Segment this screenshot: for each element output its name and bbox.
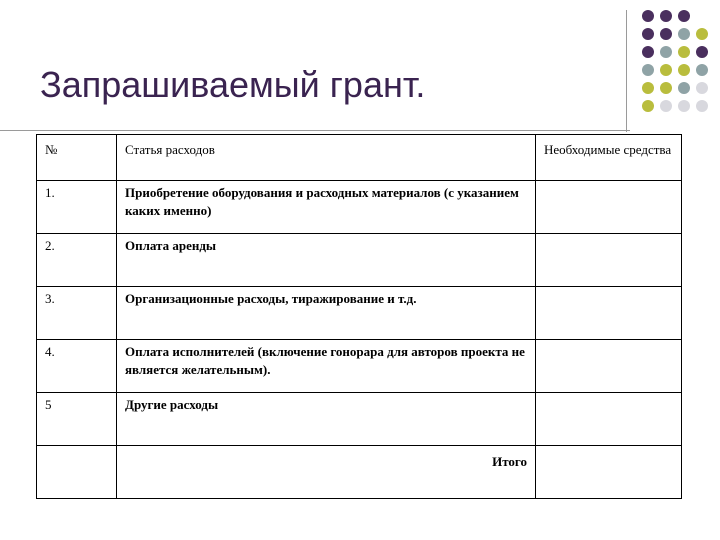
decor-dot [660,28,672,40]
decor-dot [678,10,690,22]
row-num: 5 [37,393,117,446]
row-item: Оплата исполнителей (включение гонорара для авторов проекта не является желательным). [117,340,536,393]
decor-dot [678,46,690,58]
decor-dot [642,10,654,22]
row-num: 1. [37,181,117,234]
decor-dot [642,82,654,94]
row-funds [536,181,682,234]
table-row [37,181,682,234]
decor-dot [642,46,654,58]
row-funds [536,287,682,340]
row-funds [536,393,682,446]
row-funds [536,234,682,287]
decor-dot [678,82,690,94]
decor-dot [642,28,654,40]
row-num: 4. [37,340,117,393]
decor-dot [660,10,672,22]
decor-dot [642,64,654,76]
table-total-row [37,446,682,499]
row-item: Оплата аренды [117,234,536,287]
decor-dot [660,64,672,76]
table-row [37,234,682,287]
decor-dot [678,28,690,40]
title-divider [0,130,630,131]
table-header-row [37,135,682,181]
total-num [37,446,117,499]
decor-dot [642,100,654,112]
row-item: Другие расходы [117,393,536,446]
header-funds: Необходимые средства [536,135,682,181]
decor-dot [678,64,690,76]
row-funds [536,340,682,393]
decor-dot [696,28,708,40]
vertical-divider [626,10,627,132]
grant-budget-table [36,134,682,499]
total-funds [536,446,682,499]
row-item: Организационные расходы, тиражирование и т.д. [117,287,536,340]
decor-dot [696,46,708,58]
decor-dot [660,100,672,112]
table-row [37,340,682,393]
decorative-dot-grid [0,0,720,130]
table-row [37,287,682,340]
row-item: Приобретение оборудования и расходных материалов (с указанием каких именно) [117,181,536,234]
table-row [37,393,682,446]
header-num: № [37,135,117,181]
decor-dot [696,64,708,76]
decor-dot [696,82,708,94]
header-item: Статья расходов [117,135,536,181]
decor-dot [696,100,708,112]
total-label: Итого [117,446,536,499]
decor-dot [678,100,690,112]
slide-title: Запрашиваемый грант. [40,64,426,105]
decor-dot [660,82,672,94]
decor-dot [660,46,672,58]
row-num: 2. [37,234,117,287]
row-num: 3. [37,287,117,340]
